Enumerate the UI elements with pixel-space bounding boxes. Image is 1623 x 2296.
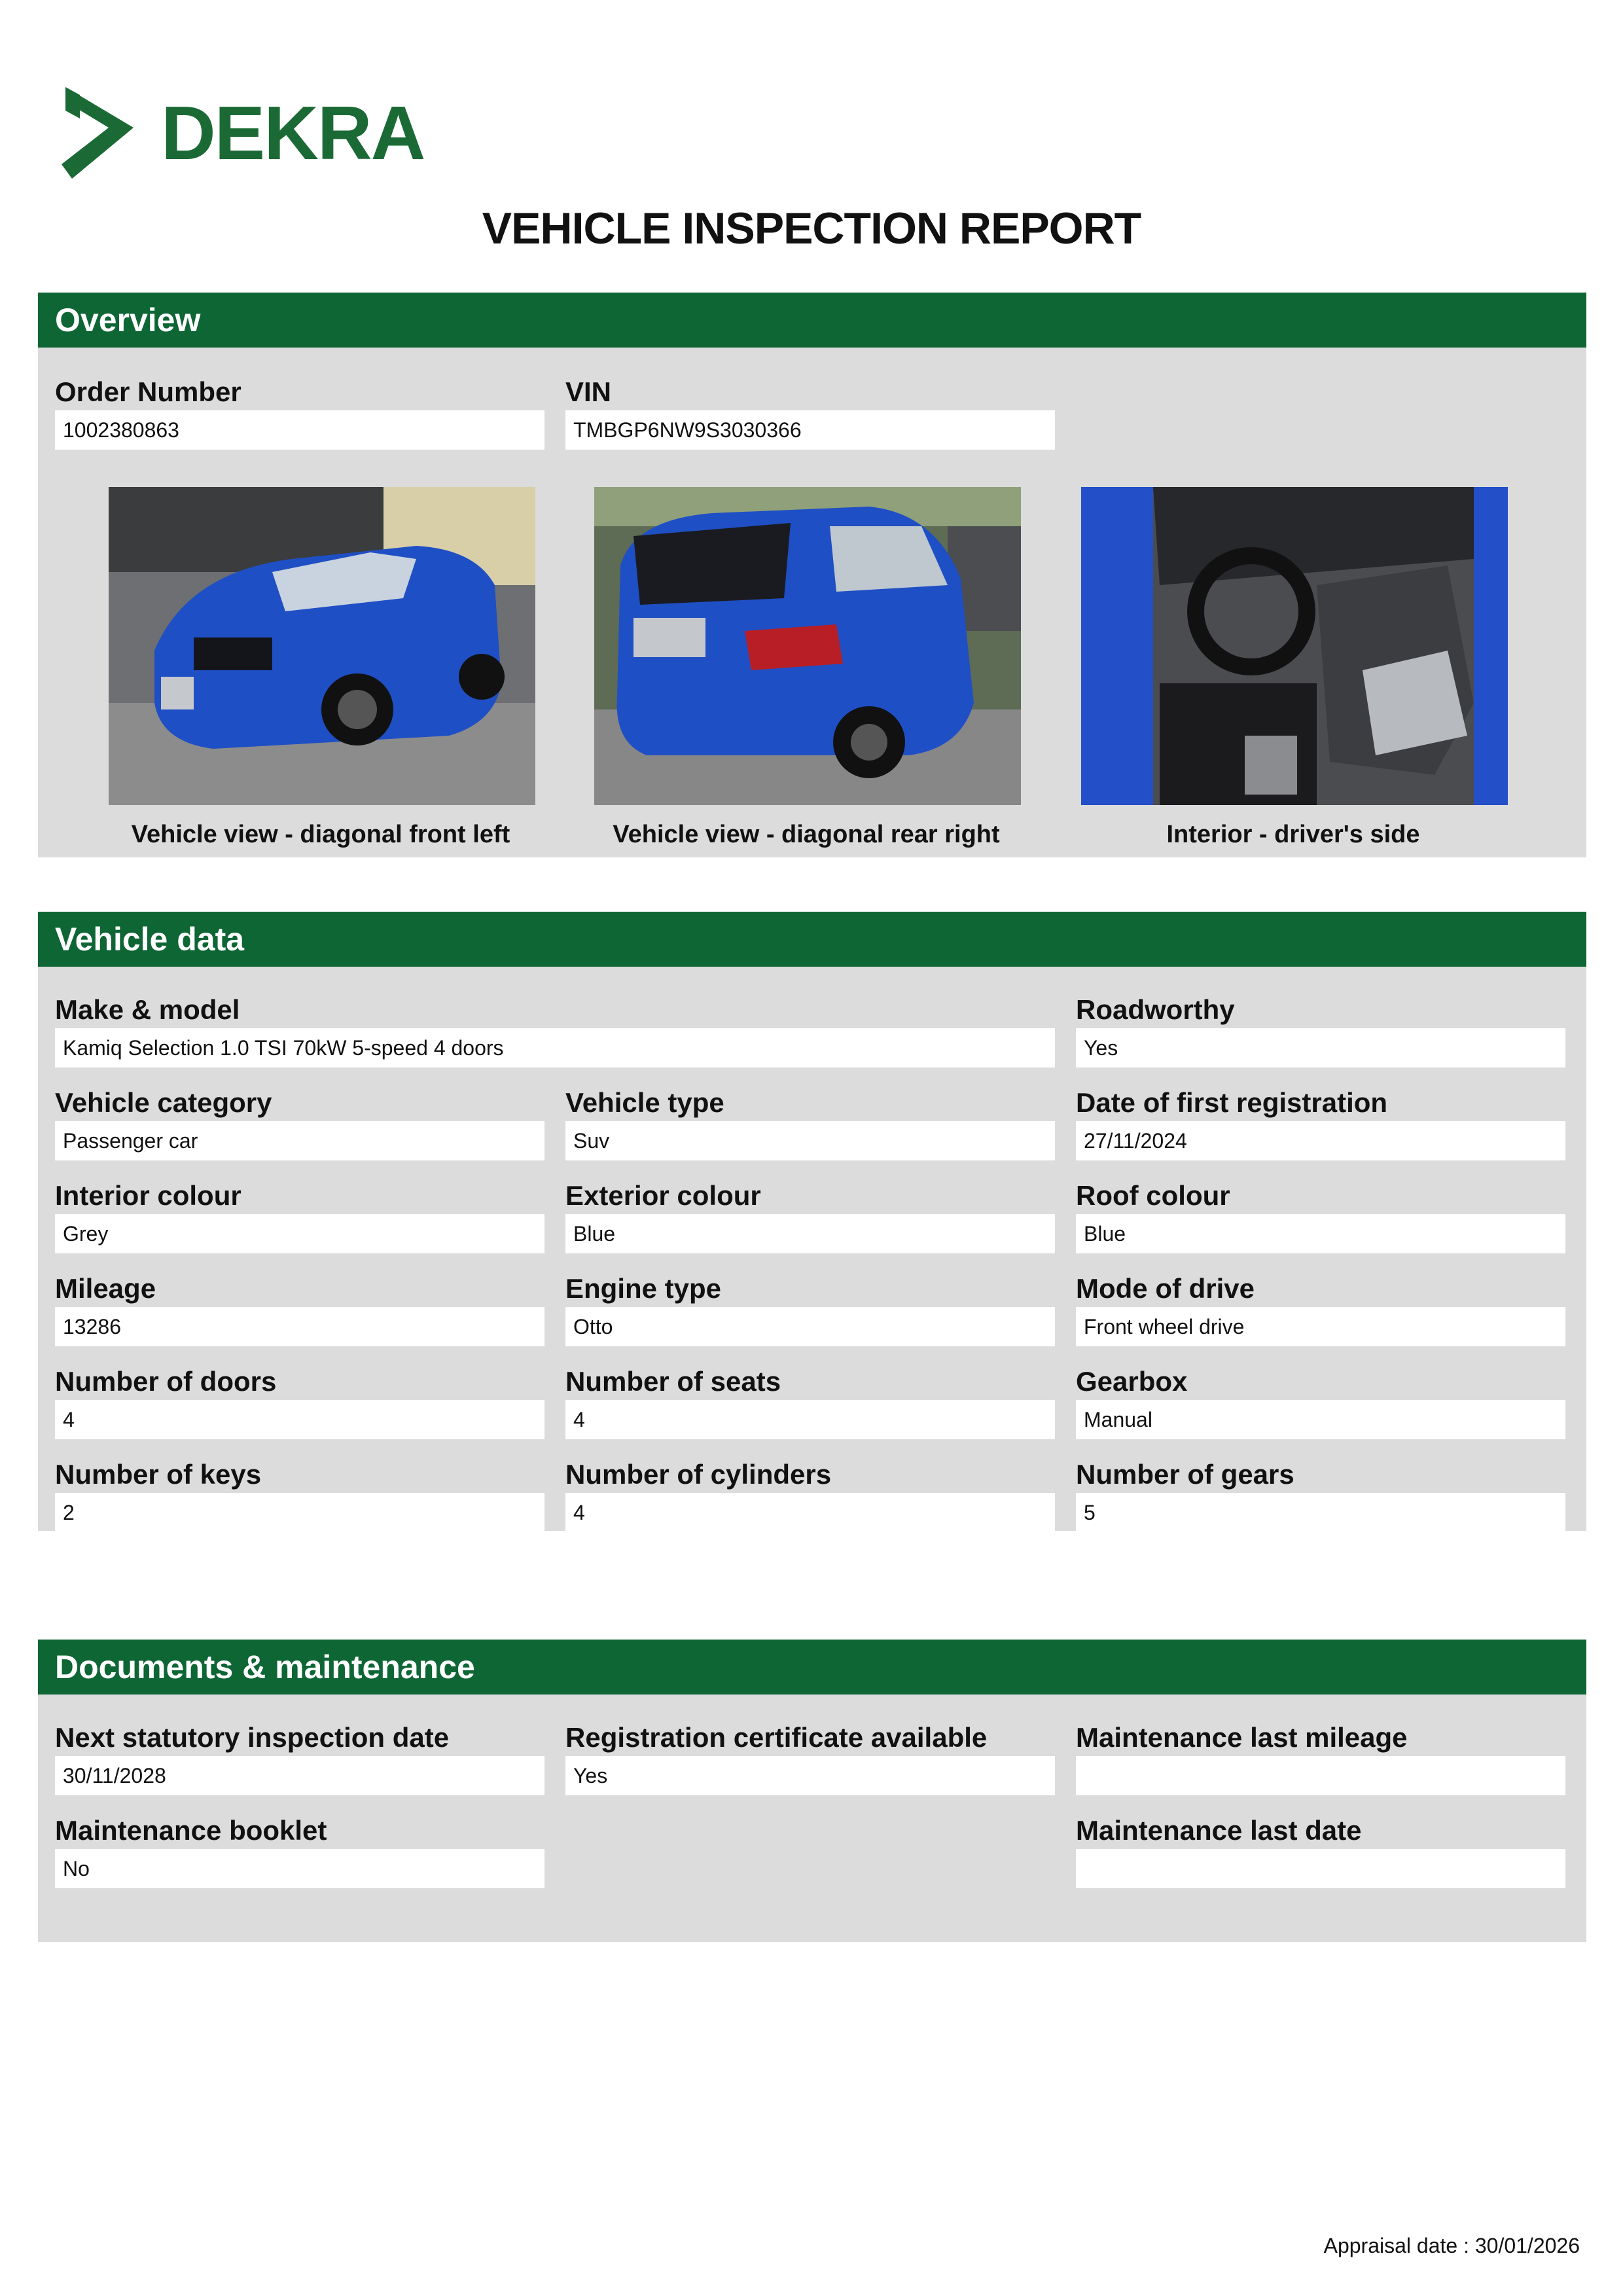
- vehicle-data-section: [38, 912, 1586, 1531]
- make-model-field: [55, 992, 1055, 1067]
- number-of-seats-field: [565, 1363, 1055, 1439]
- number-of-doors-label: Number of doors: [55, 1366, 277, 1397]
- make-model-value: Kamiq Selection 1.0 TSI 70kW 5-speed 4 doors: [55, 1028, 1055, 1067]
- roof-colour-label: Roof colour: [1076, 1180, 1230, 1211]
- exterior-colour-label: Exterior colour: [565, 1180, 761, 1211]
- photo-interior: [1081, 487, 1508, 805]
- engine-type-value: Otto: [565, 1307, 1055, 1346]
- mode-of-drive-label: Mode of drive: [1076, 1273, 1255, 1304]
- dekra-logo: [60, 84, 424, 182]
- overview-heading: Overview: [38, 293, 1586, 348]
- order-number-value: 1002380863: [55, 410, 544, 450]
- appraisal-date: Appraisal date : 30/01/2026: [1323, 2234, 1580, 2257]
- order-number-field: [55, 374, 544, 450]
- interior-colour-value: Grey: [55, 1214, 544, 1253]
- number-of-seats-label: Number of seats: [565, 1366, 781, 1397]
- number-of-seats-value: 4: [565, 1400, 1055, 1439]
- maintenance-last-date-field: [1076, 1812, 1565, 1888]
- interior-colour-label: Interior colour: [55, 1180, 241, 1211]
- first-registration-label: Date of first registration: [1076, 1087, 1388, 1118]
- overview-section: [38, 293, 1586, 857]
- vehicle-type-value: Suv: [565, 1121, 1055, 1160]
- vehicle-data-heading: Vehicle data: [38, 912, 1586, 967]
- number-of-keys-field: [55, 1456, 544, 1532]
- vin-value: TMBGP6NW9S3030366: [565, 410, 1055, 450]
- registration-certificate-value: Yes: [565, 1756, 1055, 1795]
- vehicle-type-field: [565, 1085, 1055, 1160]
- next-inspection-label: Next statutory inspection date: [55, 1722, 450, 1753]
- photo-rear-right: [594, 487, 1021, 805]
- photo-caption-rear-right: Vehicle view - diagonal rear right: [613, 821, 1000, 848]
- number-of-cylinders-value: 4: [565, 1493, 1055, 1532]
- documents-heading: Documents & maintenance: [38, 1640, 1586, 1695]
- vin-field: [565, 374, 1055, 450]
- number-of-gears-label: Number of gears: [1076, 1459, 1294, 1490]
- mileage-field: [55, 1270, 544, 1346]
- interior-colour-field: [55, 1177, 544, 1253]
- documents-section: [38, 1640, 1586, 1942]
- photo-caption-front-left: Vehicle view - diagonal front left: [131, 821, 510, 848]
- roadworthy-label: Roadworthy: [1076, 994, 1235, 1025]
- gearbox-label: Gearbox: [1076, 1366, 1188, 1397]
- vin-label: VIN: [565, 376, 612, 407]
- mileage-value: 13286: [55, 1307, 544, 1346]
- maintenance-last-date-label: Maintenance last date: [1076, 1815, 1362, 1846]
- roof-colour-field: [1076, 1177, 1565, 1253]
- number-of-gears-value: 5: [1076, 1493, 1565, 1532]
- first-registration-field: [1076, 1085, 1565, 1160]
- number-of-keys-label: Number of keys: [55, 1459, 262, 1490]
- registration-certificate-label: Registration certificate available: [565, 1722, 988, 1753]
- roof-colour-value: Blue: [1076, 1214, 1565, 1253]
- roadworthy-value: Yes: [1076, 1028, 1565, 1067]
- maintenance-last-mileage-value: [1076, 1756, 1565, 1795]
- registration-certificate-field: [565, 1719, 1055, 1795]
- mileage-label: Mileage: [55, 1273, 156, 1304]
- number-of-gears-field: [1076, 1456, 1565, 1532]
- mode-of-drive-value: Front wheel drive: [1076, 1307, 1565, 1346]
- vehicle-category-label: Vehicle category: [55, 1087, 272, 1118]
- next-inspection-field: [55, 1719, 544, 1795]
- roadworthy-field: [1076, 992, 1565, 1067]
- number-of-cylinders-field: [565, 1456, 1055, 1532]
- vehicle-category-field: [55, 1085, 544, 1160]
- photo-caption-interior: Interior - driver's side: [1166, 821, 1420, 848]
- number-of-doors-field: [55, 1363, 544, 1439]
- brand-name: DEKRA: [161, 90, 425, 175]
- maintenance-booklet-label: Maintenance booklet: [55, 1815, 327, 1846]
- maintenance-last-mileage-field: [1076, 1719, 1565, 1795]
- first-registration-value: 27/11/2024: [1076, 1121, 1565, 1160]
- photo-front-left: [109, 487, 535, 805]
- next-inspection-value: 30/11/2028: [55, 1756, 544, 1795]
- gearbox-value: Manual: [1076, 1400, 1565, 1439]
- make-model-label: Make & model: [55, 994, 240, 1025]
- maintenance-booklet-field: [55, 1812, 544, 1888]
- maintenance-last-mileage-label: Maintenance last mileage: [1076, 1722, 1408, 1753]
- number-of-cylinders-label: Number of cylinders: [565, 1459, 832, 1490]
- maintenance-last-date-value: [1076, 1849, 1565, 1888]
- dekra-logo-icon: [60, 87, 137, 179]
- number-of-keys-value: 2: [55, 1493, 544, 1532]
- engine-type-label: Engine type: [565, 1273, 722, 1304]
- number-of-doors-value: 4: [55, 1400, 544, 1439]
- maintenance-booklet-value: No: [55, 1849, 544, 1888]
- report-title: VEHICLE INSPECTION REPORT: [482, 204, 1141, 253]
- exterior-colour-value: Blue: [565, 1214, 1055, 1253]
- mode-of-drive-field: [1076, 1270, 1565, 1346]
- exterior-colour-field: [565, 1177, 1055, 1253]
- vehicle-type-label: Vehicle type: [565, 1087, 724, 1118]
- gearbox-field: [1076, 1363, 1565, 1439]
- engine-type-field: [565, 1270, 1055, 1346]
- vehicle-category-value: Passenger car: [55, 1121, 544, 1160]
- order-number-label: Order Number: [55, 376, 241, 407]
